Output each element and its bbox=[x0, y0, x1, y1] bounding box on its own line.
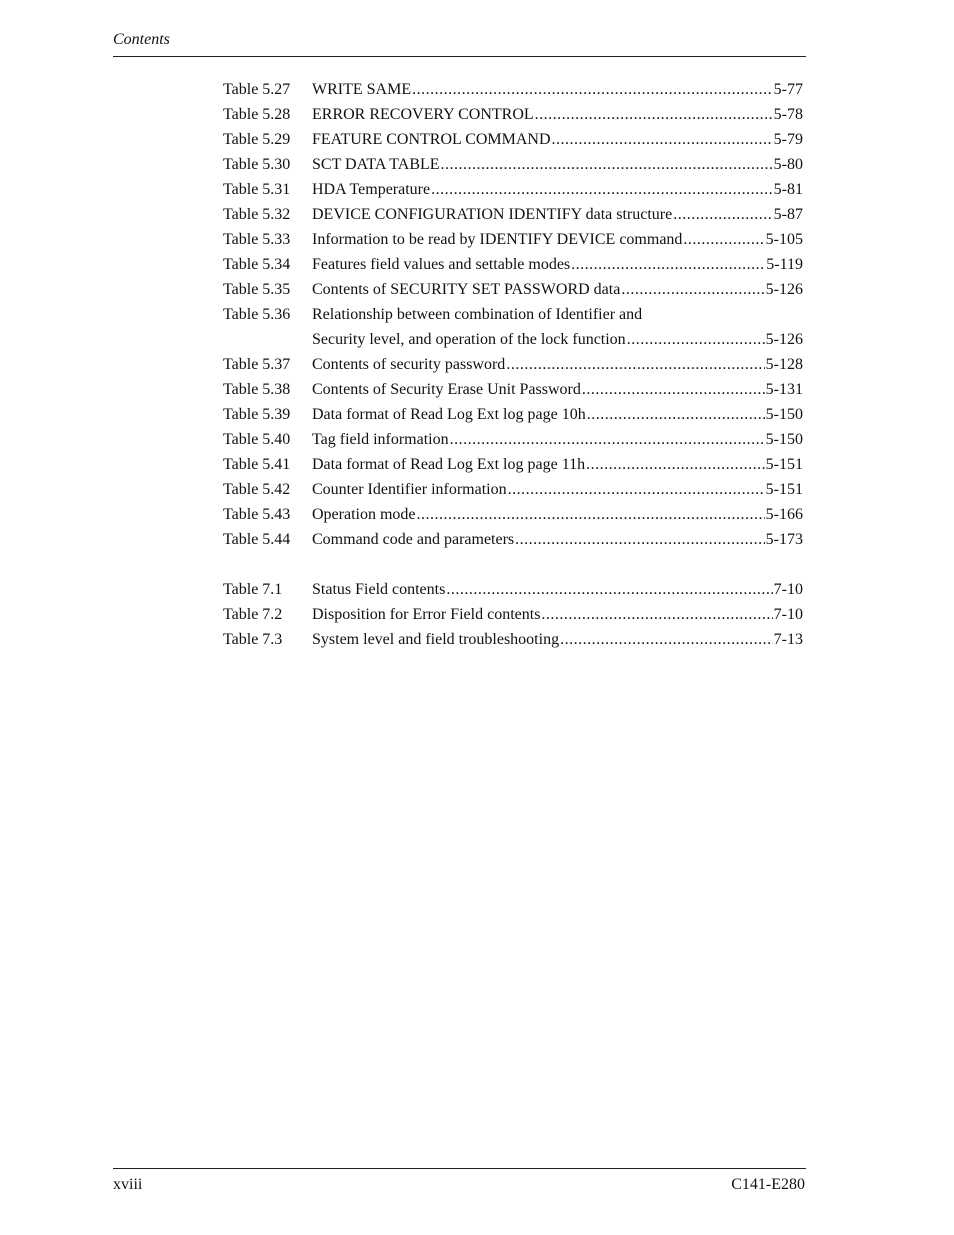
entry-title[interactable]: FEATURE CONTROL COMMAND bbox=[312, 131, 551, 148]
entry-title[interactable]: Contents of security password bbox=[312, 356, 506, 373]
page-reference[interactable]: 7-13 bbox=[773, 631, 803, 648]
toc-entry[interactable] bbox=[223, 602, 803, 627]
page-reference[interactable]: 5-87 bbox=[773, 206, 803, 223]
page-reference[interactable]: 7-10 bbox=[773, 606, 803, 623]
dot-leader bbox=[450, 427, 765, 452]
entry-title[interactable]: Status Field contents bbox=[312, 581, 446, 598]
toc-entry[interactable] bbox=[223, 402, 803, 427]
toc-entry[interactable] bbox=[223, 102, 803, 127]
entry-body bbox=[312, 502, 803, 527]
table-number: Table 5.34 bbox=[223, 256, 291, 273]
section-gap bbox=[223, 552, 803, 577]
toc-entry[interactable] bbox=[223, 427, 803, 452]
entry-title[interactable]: HDA Temperature bbox=[312, 181, 431, 198]
dot-leader bbox=[412, 77, 773, 102]
entry-line bbox=[312, 177, 803, 202]
dot-leader bbox=[417, 502, 765, 527]
entry-body bbox=[312, 202, 803, 227]
toc-entry[interactable] bbox=[223, 352, 803, 377]
page-reference[interactable]: 5-126 bbox=[765, 281, 803, 298]
toc-entry[interactable] bbox=[223, 377, 803, 402]
entry-title[interactable]: Command code and parameters bbox=[312, 531, 515, 548]
entry-line bbox=[312, 352, 803, 377]
table-number: Table 7.2 bbox=[223, 606, 283, 623]
table-number: Table 5.42 bbox=[223, 481, 291, 498]
toc-entry[interactable] bbox=[223, 227, 803, 252]
table-number: Table 5.33 bbox=[223, 231, 291, 248]
entry-line bbox=[312, 102, 803, 127]
toc-entry[interactable] bbox=[223, 152, 803, 177]
toc-entry[interactable] bbox=[223, 177, 803, 202]
page-reference[interactable]: 5-150 bbox=[765, 406, 803, 423]
entry-body bbox=[312, 627, 803, 652]
dot-leader bbox=[582, 377, 765, 402]
toc-entry[interactable] bbox=[223, 252, 803, 277]
entry-body bbox=[312, 227, 803, 252]
section-5-entries bbox=[223, 77, 803, 552]
page-reference[interactable]: 5-80 bbox=[773, 156, 803, 173]
entry-title[interactable]: Counter Identifier information bbox=[312, 481, 507, 498]
page-reference[interactable]: 5-105 bbox=[765, 231, 803, 248]
entry-body bbox=[312, 527, 803, 552]
entry-body bbox=[312, 452, 803, 477]
entry-body bbox=[312, 252, 803, 277]
table-number: Table 5.43 bbox=[223, 506, 291, 523]
toc-entry[interactable] bbox=[223, 627, 803, 652]
entry-line bbox=[312, 502, 803, 527]
entry-title[interactable]: Contents of SECURITY SET PASSWORD data bbox=[312, 281, 621, 298]
page-reference[interactable]: 5-119 bbox=[766, 256, 803, 273]
table-number: Table 5.35 bbox=[223, 281, 291, 298]
entry-title[interactable]: ERROR RECOVERY CONTROL bbox=[312, 106, 534, 123]
page-reference[interactable]: 5-77 bbox=[773, 81, 803, 98]
entry-body bbox=[312, 277, 803, 302]
entry-line bbox=[312, 227, 803, 252]
entry-line bbox=[312, 527, 803, 552]
entry-line bbox=[312, 202, 803, 227]
entry-title[interactable]: Information to be read by IDENTIFY DEVICE command bbox=[312, 231, 683, 248]
dot-leader bbox=[541, 602, 772, 627]
entry-body bbox=[312, 477, 803, 502]
entry-body bbox=[312, 177, 803, 202]
dot-leader bbox=[431, 177, 773, 202]
dot-leader bbox=[560, 627, 773, 652]
entry-line bbox=[312, 377, 803, 402]
dot-leader bbox=[535, 102, 773, 127]
entry-line bbox=[312, 402, 803, 427]
table-number: Table 5.44 bbox=[223, 531, 291, 548]
entry-line bbox=[312, 452, 803, 477]
table-number: Table 7.1 bbox=[223, 581, 283, 598]
table-number: Table 5.41 bbox=[223, 456, 291, 473]
entry-line bbox=[312, 602, 803, 627]
entry-title[interactable]: Tag field information bbox=[312, 431, 449, 448]
toc-entry[interactable] bbox=[223, 77, 803, 102]
page-number: xviii bbox=[113, 1176, 143, 1193]
toc-entry[interactable] bbox=[223, 127, 803, 152]
entry-body bbox=[312, 377, 803, 402]
toc-entry[interactable] bbox=[223, 452, 803, 477]
entry-line bbox=[312, 77, 803, 102]
entry-line bbox=[312, 127, 803, 152]
toc-entry[interactable] bbox=[223, 477, 803, 502]
dot-leader bbox=[673, 202, 772, 227]
dot-leader bbox=[627, 327, 765, 352]
dot-leader bbox=[552, 127, 773, 152]
entry-title[interactable]: Operation mode bbox=[312, 506, 416, 523]
entry-title[interactable]: System level and field troubleshooting bbox=[312, 631, 560, 648]
table-number: Table 5.38 bbox=[223, 381, 291, 398]
page-reference[interactable]: 5-150 bbox=[765, 431, 803, 448]
entry-title[interactable]: Features field values and settable modes bbox=[312, 256, 571, 273]
entry-line bbox=[312, 252, 803, 277]
toc-entry[interactable] bbox=[223, 527, 803, 552]
table-number: Table 5.28 bbox=[223, 106, 291, 123]
entry-body bbox=[312, 77, 803, 102]
entry-title[interactable]: DEVICE CONFIGURATION IDENTIFY data structure bbox=[312, 206, 673, 223]
entry-title[interactable]: Security level, and operation of the lock function bbox=[312, 331, 626, 348]
dot-leader bbox=[506, 352, 764, 377]
entry-title[interactable]: Data format of Read Log Ext log page 10h bbox=[312, 406, 586, 423]
table-number: Table 5.27 bbox=[223, 81, 291, 98]
entry-line bbox=[312, 477, 803, 502]
page-reference[interactable]: 5-78 bbox=[773, 106, 803, 123]
entry-line bbox=[312, 427, 803, 452]
entry-line bbox=[312, 152, 803, 177]
toc-entry[interactable] bbox=[223, 202, 803, 227]
entry-title[interactable]: Data format of Read Log Ext log page 11h bbox=[312, 456, 586, 473]
document-id: C141-E280 bbox=[731, 1176, 805, 1193]
toc-entry[interactable] bbox=[223, 502, 803, 527]
table-number: Table 7.3 bbox=[223, 631, 283, 648]
page-reference[interactable]: 5-126 bbox=[765, 331, 803, 348]
dot-leader bbox=[446, 577, 772, 602]
entry-body bbox=[312, 352, 803, 377]
entry-body bbox=[312, 602, 803, 627]
entry-body bbox=[312, 577, 803, 602]
entry-line bbox=[312, 277, 803, 302]
dot-leader bbox=[515, 527, 765, 552]
entry-body bbox=[312, 102, 803, 127]
dot-leader bbox=[587, 402, 765, 427]
entry-title[interactable]: SCT DATA TABLE bbox=[312, 156, 440, 173]
list-of-tables bbox=[223, 77, 803, 652]
header-rule bbox=[113, 56, 806, 57]
table-number: Table 5.37 bbox=[223, 356, 291, 373]
dot-leader bbox=[621, 277, 764, 302]
toc-entry[interactable] bbox=[223, 302, 803, 352]
page-reference[interactable]: 5-151 bbox=[765, 456, 803, 473]
table-number: Table 5.40 bbox=[223, 431, 291, 448]
table-number: Table 5.32 bbox=[223, 206, 291, 223]
entry-body bbox=[312, 402, 803, 427]
entry-title[interactable]: Contents of Security Erase Unit Password bbox=[312, 381, 581, 398]
page-reference[interactable]: 5-81 bbox=[773, 181, 803, 198]
entry-title[interactable]: Disposition for Error Field contents bbox=[312, 606, 541, 623]
running-header: Contents bbox=[113, 31, 170, 48]
page-reference[interactable]: 5-79 bbox=[773, 131, 803, 148]
entry-body bbox=[312, 152, 803, 177]
toc-entry[interactable] bbox=[223, 277, 803, 302]
entry-title-continued: Relationship between combination of Identifier and bbox=[312, 306, 643, 323]
page-reference[interactable]: 5-173 bbox=[765, 531, 803, 548]
table-number: Table 5.36 bbox=[223, 306, 291, 323]
entry-line bbox=[312, 327, 803, 352]
table-number: Table 5.31 bbox=[223, 181, 291, 198]
dot-leader bbox=[508, 477, 765, 502]
dot-leader bbox=[441, 152, 773, 177]
dot-leader bbox=[683, 227, 764, 252]
entry-body bbox=[312, 302, 803, 352]
page-reference[interactable]: 5-166 bbox=[765, 506, 803, 523]
dot-leader bbox=[586, 452, 765, 477]
table-number: Table 5.30 bbox=[223, 156, 291, 173]
entry-title-line1 bbox=[312, 302, 803, 327]
toc-entry[interactable] bbox=[223, 577, 803, 602]
page-reference[interactable]: 5-151 bbox=[765, 481, 803, 498]
entry-body bbox=[312, 427, 803, 452]
entry-body bbox=[312, 127, 803, 152]
page-reference[interactable]: 7-10 bbox=[773, 581, 803, 598]
table-number: Table 5.39 bbox=[223, 406, 291, 423]
footer-rule bbox=[113, 1168, 806, 1169]
entry-title[interactable]: WRITE SAME bbox=[312, 81, 412, 98]
entry-line bbox=[312, 627, 803, 652]
page-reference[interactable]: 5-128 bbox=[765, 356, 803, 373]
entry-line bbox=[312, 577, 803, 602]
section-7-entries bbox=[223, 577, 803, 652]
page-reference[interactable]: 5-131 bbox=[765, 381, 803, 398]
table-number: Table 5.29 bbox=[223, 131, 291, 148]
dot-leader bbox=[571, 252, 765, 277]
